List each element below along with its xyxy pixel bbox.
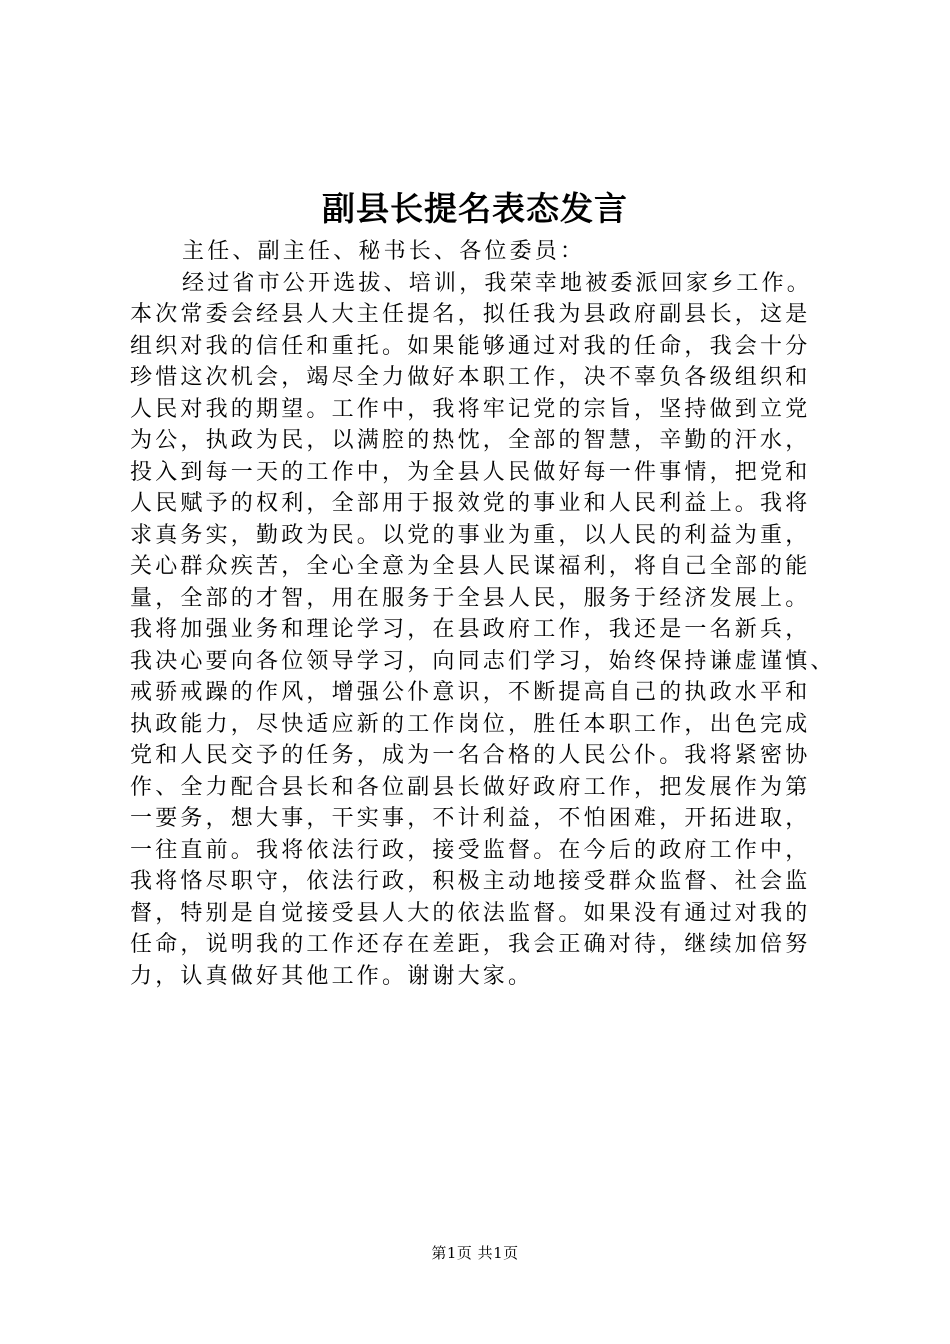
paragraph-line: 我将加强业务和理论学习，在县政府工作，我还是一名新兵，: [130, 617, 811, 642]
paragraph-line: 人民对我的期望。工作中，我将牢记党的宗旨，坚持做到立党: [130, 396, 811, 422]
paragraph-line: 戒骄戒躁的作风，增强公仆意识，不断提高自己的执政水平和: [130, 680, 811, 705]
paragraph-line: 力，认真做好其他工作。谢谢大家。: [130, 963, 534, 989]
salutation-line: 主任、副主任、秘书长、各位委员：: [182, 239, 586, 264]
paragraph-line: 任命，说明我的工作还存在差距，我会正确对待，继续加倍努: [130, 932, 811, 957]
paragraph-line: 量，全部的才智，用在服务于全县人民，服务于经济发展上。: [130, 585, 811, 611]
paragraph-line: 求真务实，勤政为民。以党的事业为重，以人民的利益为重，: [130, 522, 811, 548]
paragraph-line: 督，特别是自觉接受县人大的依法监督。如果没有通过对我的: [130, 900, 811, 926]
paragraph-line: 经过省市公开选拔、培训，我荣幸地被委派回家乡工作。: [182, 270, 813, 296]
document-body: [130, 236, 836, 992]
paragraph-line: 我将恪尽职守，依法行政，积极主动地接受群众监督、社会监: [130, 869, 811, 894]
paragraph-line: 关心群众疾苦，全心全意为全县人民谋福利，将自己全部的能: [130, 554, 811, 579]
paragraph-line: 人民赋予的权利，全部用于报效党的事业和人民利益上。我将: [130, 491, 811, 516]
paragraph-line: 本次常委会经县人大主任提名，拟任我为县政府副县长，这是: [130, 302, 811, 327]
paragraph-line: 为公，执政为民，以满腔的热忱，全部的智慧，辛勤的汗水，: [130, 428, 811, 453]
document-title: 副县长提名表态发言: [322, 189, 628, 228]
paragraph-line: 一往直前。我将依法行政，接受监督。在今后的政府工作中，: [130, 837, 811, 863]
paragraph-line: 组织对我的信任和重托。如果能够通过对我的任命，我会十分: [130, 333, 811, 359]
paragraph-line: 党和人民交予的任务，成为一名合格的人民公仆。我将紧密协: [130, 743, 811, 768]
paragraph-line: 投入到每一天的工作中，为全县人民做好每一件事情，把党和: [130, 459, 811, 485]
paragraph-line: 我决心要向各位领导学习，向同志们学习，始终保持谦虚谨慎、: [130, 648, 836, 674]
page-number-footer: 第1页 共1页: [431, 1244, 519, 1262]
paragraph-line: 作、全力配合县长和各位副县长做好政府工作，把发展作为第: [130, 774, 811, 800]
paragraph-line: 一要务，想大事，干实事，不计利益，不怕困难，开拓进取，: [130, 806, 811, 831]
paragraph-line: 珍惜这次机会，竭尽全力做好本职工作，决不辜负各级组织和: [130, 365, 811, 390]
paragraph-line: 执政能力，尽快适应新的工作岗位，胜任本职工作，出色完成: [130, 711, 811, 737]
